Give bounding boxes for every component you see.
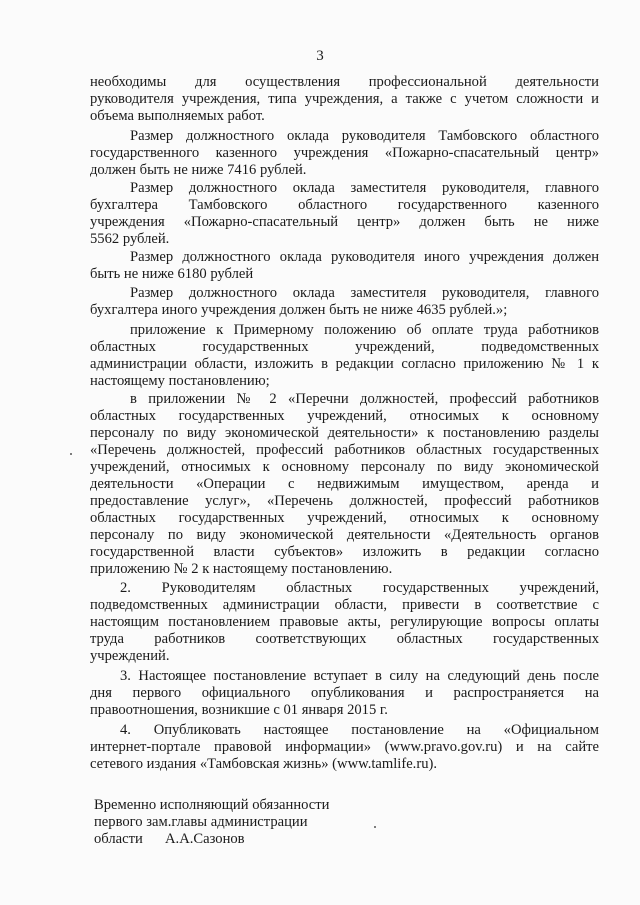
body-line: Размер должностного оклада заместителя руководителя, главного <box>130 180 599 196</box>
body-line: настоящему постановлению; <box>90 373 270 389</box>
page-number: 3 <box>316 48 324 64</box>
body-line: 4. Опубликовать настоящее постановление на «Официальном <box>120 722 599 738</box>
body-line: правоотношения, возникшие с 01 января 2015 г. <box>90 702 388 718</box>
body-line: администрации области, изложить в редакции согласно приложению № 1 к <box>90 356 599 372</box>
body-line: подведомственных администрации области, привести в соответствие с <box>90 597 599 613</box>
body-line: должен быть не ниже 7416 рублей. <box>90 162 307 178</box>
body-line: учреждения «Пожарно-спасательный центр» должен быть не ниже <box>90 214 599 230</box>
body-line: приложение к Примерному положению об оплате труда работников <box>130 322 599 338</box>
body-line: областных государственных учреждений, относимых к основному <box>90 510 599 526</box>
body-line: персоналу по виду экономической деятельности «Деятельность органов <box>90 527 599 543</box>
body-line: приложению № 2 к настоящему постановлению. <box>90 561 393 577</box>
body-line: учреждений, относимых к основному персоналу по виду экономической <box>90 459 599 475</box>
body-line: труда работников соответствующих областных государственных <box>90 631 599 647</box>
body-line: Размер должностного оклада руководителя иного учреждения должен <box>130 249 599 265</box>
body-line: сетевого издания «Тамбовская жизнь» (www.tamlife.ru). <box>90 756 437 772</box>
signature-title-line3: области <box>94 831 143 847</box>
body-line: областных государственных учреждений, подведомственных <box>90 339 599 355</box>
body-line: деятельности «Операции с недвижимым имуществом, аренда и <box>90 476 599 492</box>
body-line: предоставление услуг», «Перечень должностей, профессий работников <box>90 493 599 509</box>
body-line: Размер должностного оклада заместителя руководителя, главного <box>130 285 599 301</box>
signature-title-line2: первого зам.главы администрации <box>94 814 308 830</box>
signatory-name: А.А.Сазонов <box>165 831 245 847</box>
body-line: объема выполняемых работ. <box>90 108 265 124</box>
body-line: дня первого официального опубликования и распространяется на <box>90 685 599 701</box>
body-line: 5562 рублей. <box>90 231 170 247</box>
body-line: персоналу по виду экономической деятельности» к постановлению разделы <box>90 425 599 441</box>
body-line: учреждений. <box>90 648 170 664</box>
body-line: интернет-портале правовой информации» (www.pravo.gov.ru) и на сайте <box>90 739 599 755</box>
body-line: руководителя учреждения, типа учреждения, а также с учетом сложности и <box>90 91 599 107</box>
body-line: бухгалтера Тамбовского областного государственного казенного <box>90 197 599 213</box>
body-line: 3. Настоящее постановление вступает в силу на следующий день после <box>120 668 599 684</box>
body-line: Размер должностного оклада руководителя Тамбовского областного <box>130 128 599 144</box>
body-line: необходимы для осуществления профессиональной деятельности <box>90 74 599 90</box>
body-line: «Перечень должностей, профессий работников областных государственных <box>90 442 599 458</box>
body-line: в приложении № 2 «Перечни должностей, профессий работников <box>130 391 599 407</box>
body-line: областных государственных учреждений, относимых к основному <box>90 408 599 424</box>
signature-title-line1: Временно исполняющий обязанности <box>94 797 330 813</box>
scan-speck <box>374 826 376 828</box>
scan-speck <box>70 453 72 455</box>
body-line: настоящим постановлением правовые акты, регулирующие вопросы оплаты <box>90 614 599 630</box>
body-line: государственного казенного учреждения «Пожарно-спасательный центр» <box>90 145 599 161</box>
body-line: бухгалтера иного учреждения должен быть не ниже 4635 рублей.»; <box>90 302 508 318</box>
body-line: 2. Руководителям областных государственных учреждений, <box>120 580 599 596</box>
body-line: быть не ниже 6180 рублей <box>90 266 254 282</box>
body-line: государственной власти субъектов» изложить в редакции согласно <box>90 544 599 560</box>
